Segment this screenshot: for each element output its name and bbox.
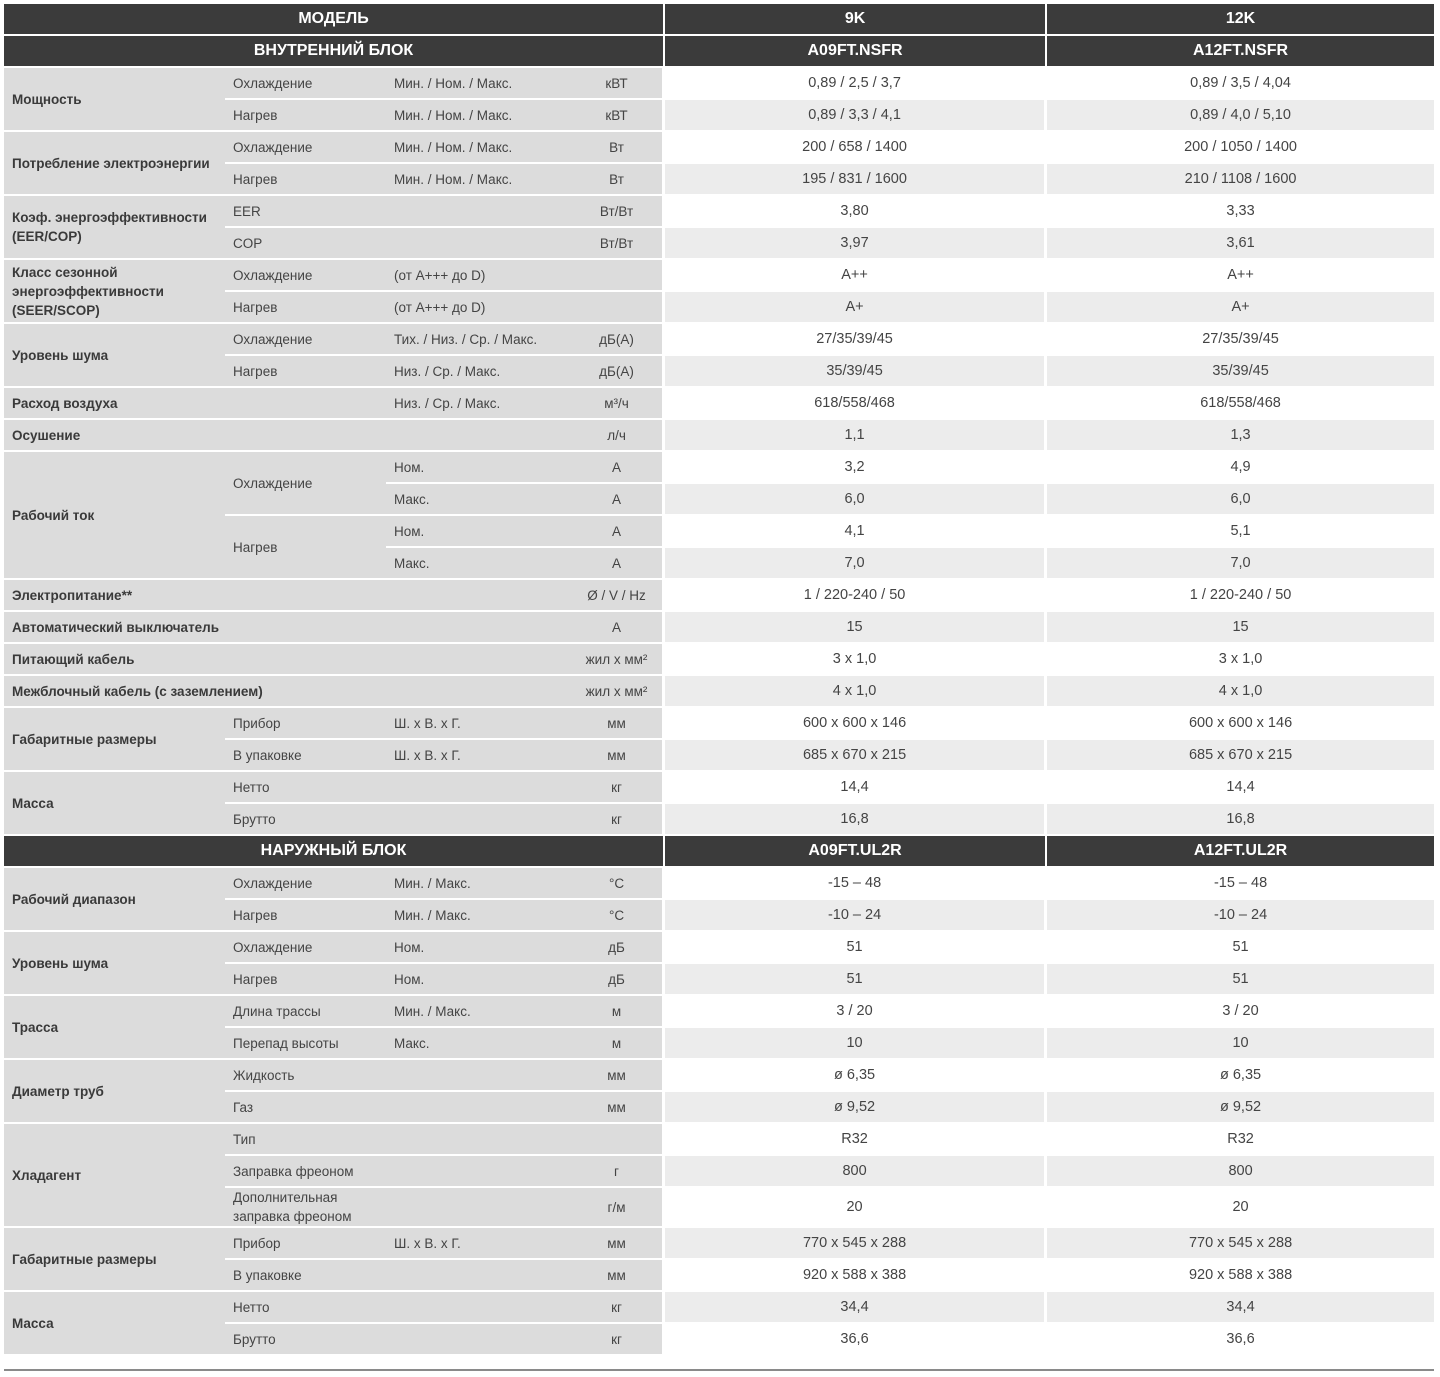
- row-unit: мм: [571, 1060, 665, 1092]
- row-unit: г: [571, 1156, 665, 1188]
- group-label: Уровень шума: [4, 932, 225, 996]
- value-12k: 16,8: [1047, 804, 1434, 836]
- row-unit: дБ: [571, 932, 665, 964]
- row-detail: Тих. / Низ. / Ср. / Макс.: [386, 324, 571, 356]
- value-9k: 600 x 600 x 146: [665, 708, 1047, 740]
- table-row: [4, 260, 1434, 292]
- row-detail: (от A+++ до D): [386, 260, 571, 292]
- row-unit: кг: [571, 804, 665, 836]
- table-row: [4, 708, 1434, 740]
- value-12k: 35/39/45: [1047, 356, 1434, 388]
- value-9k: ø 9,52: [665, 1092, 1047, 1124]
- row-sub: Охлаждение: [225, 132, 386, 164]
- row-unit: дБ: [571, 964, 665, 996]
- row-unit: А: [571, 452, 665, 484]
- value-12k: R32: [1047, 1124, 1434, 1156]
- value-12k: 3 / 20: [1047, 996, 1434, 1028]
- value-12k: 51: [1047, 964, 1434, 996]
- value-9k: 51: [665, 932, 1047, 964]
- outdoor-header-row: [4, 836, 1434, 868]
- row-unit: м³/ч: [571, 388, 665, 420]
- value-9k: 35/39/45: [665, 356, 1047, 388]
- group-label: Электропитание**: [4, 580, 571, 612]
- row-sub: Перепад высоты: [225, 1028, 386, 1060]
- value-12k: 920 x 588 x 388: [1047, 1260, 1434, 1292]
- value-9k: 20: [665, 1188, 1047, 1228]
- row-sub: Охлаждение: [225, 68, 386, 100]
- value-12k: 34,4: [1047, 1292, 1434, 1324]
- value-9k: ø 6,35: [665, 1060, 1047, 1092]
- row-unit: мм: [571, 708, 665, 740]
- value-9k: 0,89 / 2,5 / 3,7: [665, 68, 1047, 100]
- value-12k: 6,0: [1047, 484, 1434, 516]
- value-12k: 685 x 670 x 215: [1047, 740, 1434, 772]
- value-9k: 770 x 545 x 288: [665, 1228, 1047, 1260]
- value-12k: 770 x 545 x 288: [1047, 1228, 1434, 1260]
- value-9k: 685 x 670 x 215: [665, 740, 1047, 772]
- table-row: [4, 772, 1434, 804]
- row-detail: [386, 196, 571, 228]
- row-sub: Охлаждение: [225, 932, 386, 964]
- row-unit: °C: [571, 900, 665, 932]
- group-label: Диаметр труб: [4, 1060, 225, 1124]
- value-12k: ø 9,52: [1047, 1092, 1434, 1124]
- row-detail: [386, 1124, 571, 1156]
- value-12k: 27/35/39/45: [1047, 324, 1434, 356]
- value-12k: 14,4: [1047, 772, 1434, 804]
- table-row: [4, 644, 1434, 676]
- value-12k: 5,1: [1047, 516, 1434, 548]
- value-9k: 4,1: [665, 516, 1047, 548]
- table-row: [4, 196, 1434, 228]
- row-unit: дБ(А): [571, 324, 665, 356]
- table-row: [4, 452, 1434, 484]
- row-detail: Низ. / Ср. / Макс.: [386, 356, 571, 388]
- row-detail: Макс.: [386, 484, 571, 516]
- model-header-row: [4, 4, 1434, 36]
- group-label: Мощность: [4, 68, 225, 132]
- value-12k: -10 – 24: [1047, 900, 1434, 932]
- row-detail: Мин. / Ном. / Макс.: [386, 164, 571, 196]
- row-unit: мм: [571, 1092, 665, 1124]
- value-12k: 36,6: [1047, 1324, 1434, 1356]
- value-12k: 3,33: [1047, 196, 1434, 228]
- value-9k: 1 / 220-240 / 50: [665, 580, 1047, 612]
- value-9k: -10 – 24: [665, 900, 1047, 932]
- group-label: Хладагент: [4, 1124, 225, 1228]
- row-sub: Нагрев: [225, 292, 386, 324]
- row-unit: Ø / V / Hz: [571, 580, 665, 612]
- row-sub: Нагрев: [225, 964, 386, 996]
- row-unit: г/м: [571, 1188, 665, 1228]
- group-label: Габаритные размеры: [4, 1228, 225, 1292]
- value-9k: 3,80: [665, 196, 1047, 228]
- row-detail: [386, 1292, 571, 1324]
- row-detail: Ном.: [386, 964, 571, 996]
- value-9k: 3,2: [665, 452, 1047, 484]
- row-sub: Дополнительная заправка фреоном: [225, 1188, 386, 1228]
- row-detail: [386, 1156, 571, 1188]
- table-row: [4, 996, 1434, 1028]
- group-label: Потребление электроэнергии: [4, 132, 225, 196]
- table-bottom-rule: [4, 1369, 1434, 1371]
- value-12k: 0,89 / 4,0 / 5,10: [1047, 100, 1434, 132]
- table-row: [4, 324, 1434, 356]
- value-12k: 4 x 1,0: [1047, 676, 1434, 708]
- row-unit: [571, 260, 665, 292]
- value-9k: 6,0: [665, 484, 1047, 516]
- value-12k: ø 6,35: [1047, 1060, 1434, 1092]
- group-label: Осушение: [4, 420, 571, 452]
- row-unit: Вт: [571, 132, 665, 164]
- group-label: Расход воздуха: [4, 388, 386, 420]
- value-12k: -15 – 48: [1047, 868, 1434, 900]
- row-detail: Макс.: [386, 548, 571, 580]
- row-detail: Мин. / Ном. / Макс.: [386, 68, 571, 100]
- value-9k: 16,8: [665, 804, 1047, 836]
- table-row: [4, 1228, 1434, 1260]
- row-sub: Охлаждение: [225, 260, 386, 292]
- value-9k: 14,4: [665, 772, 1047, 804]
- row-unit: А: [571, 484, 665, 516]
- table-row: [4, 1292, 1434, 1324]
- row-sub: Длина трассы: [225, 996, 386, 1028]
- table-row: [4, 580, 1434, 612]
- value-9k: 3 / 20: [665, 996, 1047, 1028]
- value-9k: 4 x 1,0: [665, 676, 1047, 708]
- value-9k: A++: [665, 260, 1047, 292]
- value-12k: 10: [1047, 1028, 1434, 1060]
- row-detail: [386, 228, 571, 260]
- row-sub: Нетто: [225, 1292, 386, 1324]
- row-unit: л/ч: [571, 420, 665, 452]
- value-9k: R32: [665, 1124, 1047, 1156]
- table-row: [4, 676, 1434, 708]
- row-sub: EER: [225, 196, 386, 228]
- row-sub: Брутто: [225, 804, 386, 836]
- indoor-model-9k: A09FT.NSFR: [665, 36, 1047, 68]
- value-12k: 1,3: [1047, 420, 1434, 452]
- outdoor-model-12k: A12FT.UL2R: [1047, 836, 1434, 868]
- value-9k: 27/35/39/45: [665, 324, 1047, 356]
- row-unit: Вт/Вт: [571, 228, 665, 260]
- group-label: Рабочий диапазон: [4, 868, 225, 932]
- row-detail: Ш. x В. x Г.: [386, 740, 571, 772]
- row-detail: [386, 772, 571, 804]
- group-label: Масса: [4, 772, 225, 836]
- table-row: [4, 420, 1434, 452]
- row-unit: [571, 1124, 665, 1156]
- value-12k: 200 / 1050 / 1400: [1047, 132, 1434, 164]
- row-detail: Мин. / Макс.: [386, 900, 571, 932]
- row-detail: [386, 804, 571, 836]
- value-12k: 3 x 1,0: [1047, 644, 1434, 676]
- row-unit: А: [571, 516, 665, 548]
- row-unit: кг: [571, 772, 665, 804]
- value-9k: 10: [665, 1028, 1047, 1060]
- value-12k: A+: [1047, 292, 1434, 324]
- value-9k: 0,89 / 3,3 / 4,1: [665, 100, 1047, 132]
- row-sub: В упаковке: [225, 740, 386, 772]
- table-row: [4, 68, 1434, 100]
- row-unit: А: [571, 548, 665, 580]
- value-9k: 3 x 1,0: [665, 644, 1047, 676]
- row-sub: Нагрев: [225, 100, 386, 132]
- table-row: [4, 612, 1434, 644]
- row-unit: жил x мм²: [571, 644, 665, 676]
- row-detail: [386, 1188, 571, 1228]
- specs-table: [4, 4, 1434, 1356]
- group-label: Масса: [4, 1292, 225, 1356]
- group-label: Рабочий ток: [4, 452, 225, 580]
- group-label: Питающий кабель: [4, 644, 571, 676]
- value-9k: 51: [665, 964, 1047, 996]
- row-unit: кг: [571, 1292, 665, 1324]
- value-12k: 1 / 220-240 / 50: [1047, 580, 1434, 612]
- row-unit: Вт: [571, 164, 665, 196]
- model-col-9k: 9K: [665, 4, 1047, 36]
- row-sub: Заправка фреоном: [225, 1156, 386, 1188]
- row-unit: А: [571, 612, 665, 644]
- table-row: [4, 932, 1434, 964]
- row-detail: Низ. / Ср. / Макс.: [386, 388, 571, 420]
- row-sub: Газ: [225, 1092, 386, 1124]
- row-unit: жил x мм²: [571, 676, 665, 708]
- value-9k: 15: [665, 612, 1047, 644]
- row-unit: дБ(А): [571, 356, 665, 388]
- value-9k: 195 / 831 / 1600: [665, 164, 1047, 196]
- value-12k: 4,9: [1047, 452, 1434, 484]
- indoor-title: ВНУТРЕННИЙ БЛОК: [4, 36, 665, 68]
- row-sub: Охлаждение: [225, 452, 386, 516]
- model-label: МОДЕЛЬ: [4, 4, 665, 36]
- value-9k: A+: [665, 292, 1047, 324]
- group-label: Трасса: [4, 996, 225, 1060]
- value-12k: 7,0: [1047, 548, 1434, 580]
- value-12k: 618/558/468: [1047, 388, 1434, 420]
- table-row: [4, 388, 1434, 420]
- group-label: Автоматический выключатель: [4, 612, 571, 644]
- value-9k: 3,97: [665, 228, 1047, 260]
- value-9k: 1,1: [665, 420, 1047, 452]
- group-label: Коэф. энергоэффективности (EER/COP): [4, 196, 225, 260]
- value-9k: -15 – 48: [665, 868, 1047, 900]
- row-detail: Мин. / Макс.: [386, 868, 571, 900]
- row-unit: кВТ: [571, 68, 665, 100]
- model-col-12k: 12K: [1047, 4, 1434, 36]
- row-unit: кВТ: [571, 100, 665, 132]
- row-detail: Ном.: [386, 452, 571, 484]
- value-12k: 0,89 / 3,5 / 4,04: [1047, 68, 1434, 100]
- value-12k: 800: [1047, 1156, 1434, 1188]
- value-12k: A++: [1047, 260, 1434, 292]
- row-sub: Нетто: [225, 772, 386, 804]
- value-12k: 600 x 600 x 146: [1047, 708, 1434, 740]
- group-label: Класс сезонной энергоэффективности (SEER/SCOP): [4, 260, 225, 324]
- row-sub: Охлаждение: [225, 324, 386, 356]
- value-9k: 800: [665, 1156, 1047, 1188]
- row-sub: Прибор: [225, 708, 386, 740]
- row-unit: мм: [571, 740, 665, 772]
- row-detail: (от A+++ до D): [386, 292, 571, 324]
- outdoor-model-9k: A09FT.UL2R: [665, 836, 1047, 868]
- value-9k: 200 / 658 / 1400: [665, 132, 1047, 164]
- row-unit: мм: [571, 1260, 665, 1292]
- value-12k: 210 / 1108 / 1600: [1047, 164, 1434, 196]
- indoor-header-row: [4, 36, 1434, 68]
- value-9k: 618/558/468: [665, 388, 1047, 420]
- indoor-model-12k: A12FT.NSFR: [1047, 36, 1434, 68]
- row-sub: COP: [225, 228, 386, 260]
- row-detail: Ном.: [386, 932, 571, 964]
- row-unit: м: [571, 1028, 665, 1060]
- row-unit: м: [571, 996, 665, 1028]
- value-12k: 20: [1047, 1188, 1434, 1228]
- row-detail: [386, 1092, 571, 1124]
- table-row: [4, 1060, 1434, 1092]
- value-9k: 34,4: [665, 1292, 1047, 1324]
- row-sub: Прибор: [225, 1228, 386, 1260]
- group-label: Габаритные размеры: [4, 708, 225, 772]
- row-sub: Нагрев: [225, 516, 386, 580]
- row-sub: Охлаждение: [225, 868, 386, 900]
- outdoor-title: НАРУЖНЫЙ БЛОК: [4, 836, 665, 868]
- row-sub: Нагрев: [225, 164, 386, 196]
- row-detail: Ш. x В. x Г.: [386, 708, 571, 740]
- group-label: Межблочный кабель (с заземлением): [4, 676, 571, 708]
- row-unit: [571, 292, 665, 324]
- row-sub: Тип: [225, 1124, 386, 1156]
- row-detail: Мин. / Макс.: [386, 996, 571, 1028]
- row-detail: Мин. / Ном. / Макс.: [386, 100, 571, 132]
- row-detail: Ш. x В. x Г.: [386, 1228, 571, 1260]
- row-detail: [386, 1260, 571, 1292]
- group-label: Уровень шума: [4, 324, 225, 388]
- value-9k: 920 x 588 x 388: [665, 1260, 1047, 1292]
- table-row: [4, 132, 1434, 164]
- row-detail: [386, 1060, 571, 1092]
- row-unit: мм: [571, 1228, 665, 1260]
- row-unit: Вт/Вт: [571, 196, 665, 228]
- row-unit: кг: [571, 1324, 665, 1356]
- value-12k: 51: [1047, 932, 1434, 964]
- value-9k: 36,6: [665, 1324, 1047, 1356]
- row-detail: Ном.: [386, 516, 571, 548]
- row-detail: [386, 1324, 571, 1356]
- row-sub: Брутто: [225, 1324, 386, 1356]
- row-sub: В упаковке: [225, 1260, 386, 1292]
- value-12k: 3,61: [1047, 228, 1434, 260]
- row-sub: Нагрев: [225, 900, 386, 932]
- row-detail: Макс.: [386, 1028, 571, 1060]
- value-12k: 15: [1047, 612, 1434, 644]
- row-sub: Нагрев: [225, 356, 386, 388]
- row-unit: °C: [571, 868, 665, 900]
- row-sub: Жидкость: [225, 1060, 386, 1092]
- value-9k: 7,0: [665, 548, 1047, 580]
- table-row: [4, 1124, 1434, 1156]
- row-detail: Мин. / Ном. / Макс.: [386, 132, 571, 164]
- table-row: [4, 868, 1434, 900]
